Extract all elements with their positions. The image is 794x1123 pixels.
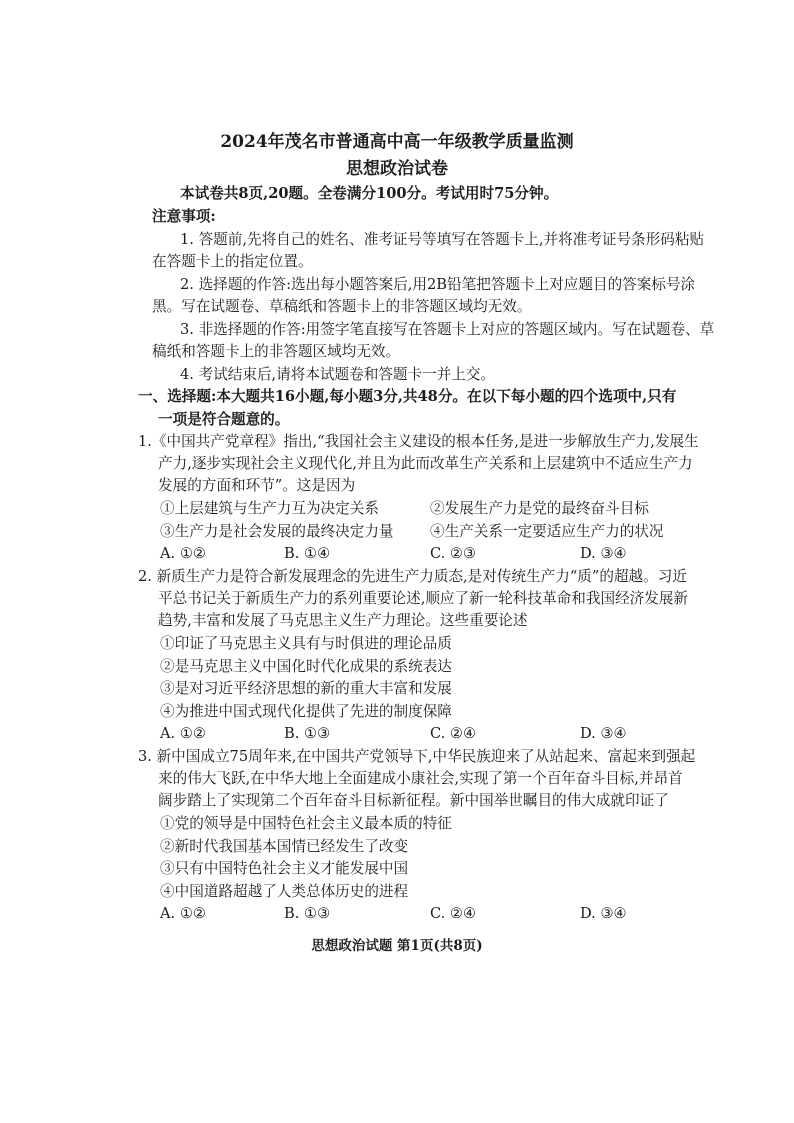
- question-stem: 来的伟大飞跃,在中华大地上全面建成小康社会,实现了第一个百年奋斗目标,并昂首: [158, 770, 683, 787]
- statement: ④中国道路超越了人类总体历史的进程: [160, 883, 409, 900]
- question-stem: 1.《中国共产党章程》指出,“我国社会主义建设的根本任务,是进一步解放生产力,发展生: [138, 433, 699, 450]
- statement: ③只有中国特色社会主义才能发展中国: [160, 860, 409, 877]
- option-b: B. ①③: [284, 725, 331, 742]
- notes-heading: 注意事项:: [152, 208, 216, 225]
- note-line: 稿纸和答题卡上的非答题区域均无效。: [152, 343, 401, 360]
- statement: ③是对习近平经济思想的新的重大丰富和发展: [160, 680, 452, 697]
- section-heading: 一、选择题:本大题共16小题,每小题3分,共48分。在以下每小题的四个选项中,只有: [138, 388, 677, 405]
- exam-summary: 本试卷共8页,20题。全卷满分100分。考试用时75分钟。: [180, 185, 559, 202]
- option-c: C. ②③: [430, 545, 477, 562]
- option-a: A. ①②: [160, 905, 206, 922]
- option-c: C. ②④: [430, 905, 477, 922]
- note-line: 1. 答题前,先将自己的姓名、准考证号等填写在答题卡上,并将准考证号条形码粘贴: [180, 231, 705, 248]
- statement: ②新时代我国基本国情已经发生了改变: [160, 838, 409, 855]
- option-b: B. ①③: [284, 905, 331, 922]
- question-stem: 产力,逐步实现社会主义现代化,并且为此而改革生产关系和上层建筑中不适应生产力: [158, 455, 693, 472]
- section-heading-cont: 一项是符合题意的。: [158, 411, 290, 428]
- question-stem: 发展的方面和环节”。这是因为: [158, 477, 356, 494]
- option-d: D. ③④: [580, 545, 627, 562]
- exam-subtitle: 思想政治试卷: [346, 159, 448, 179]
- option-a: A. ①②: [160, 545, 206, 562]
- statement: ②发展生产力是党的最终奋斗目标: [430, 500, 649, 517]
- statement: ①印证了马克思主义具有与时俱进的理论品质: [160, 635, 452, 652]
- statement: ①党的领导是中国特色社会主义最本质的特征: [160, 815, 452, 832]
- statement: ②是马克思主义中国化时代化成果的系统表达: [160, 658, 452, 675]
- statement: ④生产关系一定要适应生产力的状况: [430, 523, 664, 540]
- option-a: A. ①②: [160, 725, 206, 742]
- option-d: D. ③④: [580, 725, 627, 742]
- question-stem: 3. 新中国成立75周年来,在中国共产党领导下,中华民族迎来了从站起来、富起来到强起: [138, 748, 696, 765]
- question-stem: 平总书记关于新质生产力的系列重要论述,顺应了新一轮科技革命和我国经济发展新: [158, 590, 689, 607]
- note-line: 黑。写在试题卷、草稿纸和答题卡上的非答题区域均无效。: [152, 298, 532, 315]
- note-line: 在答题卡上的指定位置。: [152, 253, 313, 270]
- note-line: 4. 考试结束后,请将本试题卷和答题卡一并上交。: [180, 366, 496, 383]
- option-b: B. ①④: [284, 545, 331, 562]
- exam-title: 2024年茂名市普通高中高一年级教学质量监测: [220, 132, 574, 152]
- note-line: 3. 非选择题的作答:用签字笔直接写在答题卡上对应的答题区域内。写在试题卷、草: [180, 321, 715, 338]
- page-footer: 思想政治试题 第1页(共8页): [311, 938, 483, 954]
- note-line: 2. 选择题的作答:选出每小题答案后,用2B铅笔把答题卡上对应题目的答案标号涂: [180, 276, 696, 293]
- question-stem: 阔步踏上了实现第二个百年奋斗目标新征程。新中国举世瞩目的伟大成就印证了: [158, 792, 669, 809]
- statement: ④为推进中国式现代化提供了先进的制度保障: [160, 703, 452, 720]
- question-stem: 2. 新质生产力是符合新发展理念的先进生产力质态,是对传统生产力“质”的超越。习近: [138, 568, 687, 585]
- statement: ①上层建筑与生产力互为决定关系: [160, 500, 379, 517]
- statement: ③生产力是社会发展的最终决定力量: [160, 523, 394, 540]
- question-stem: 趋势,丰富和发展了马克思主义生产力理论。这些重要论述: [158, 612, 528, 629]
- option-c: C. ②④: [430, 725, 477, 742]
- option-d: D. ③④: [580, 905, 627, 922]
